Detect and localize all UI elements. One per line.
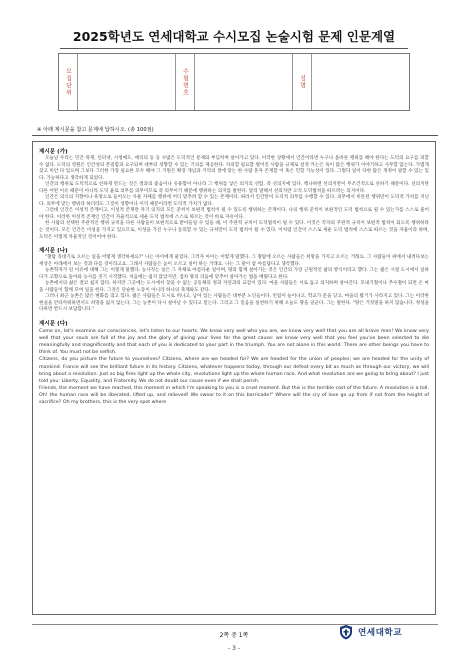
name-field[interactable]: [312, 54, 409, 110]
university-logo: [338, 624, 402, 640]
section-na: [39, 246, 429, 314]
top-rule: [60, 48, 408, 49]
passage-paragraph: 인간은 의식의 지향이나 욕망으로 들어오는 사물 자체를 행위에 어디 맞추려 할 수 있는 존재이다. 따라서 인간만이 도덕적 의무를 수행할 수 있다. 의무에서 비롯된 행위만이 도덕적 가치를 지닌다. 의무에 맞는 행위라 하더라도 그것이 성향이나 이익 때문이라면 도덕적 가치가 없다.: [39, 195, 429, 207]
passages-box: [32, 141, 436, 615]
label-department: 모집단위: [59, 54, 78, 110]
university-emblem-icon: [338, 624, 354, 640]
passage-paragraph: 그런데 인간은 이성적 존재이고, 이성적 존재란 자기 의지의 모든 준칙이 보편적 법칙이 될 수 있도록 행위하는 존재이다. 나의 행위 준칙이 보편적인 도덕 법칙으로 될 수 있는가를 스스로 물어야 한다. 이러한 이성적 존재인 인간이 자율적으로 세운 도덕 법칙에 스스로 따르는 것이 바로 자유이다.: [39, 208, 429, 220]
passage-paragraph: 그러나 최근 농촌은 많은 변화를 겪고 있다. 젊은 사람들은 도시로 떠나고, 남아 있는 사람들은 대부분 노인들이다. 빈집이 늘어나고, 학교가 문을 닫고, 마을의 활기가 사라지고 있다. 그는 이러한 현실을 안타까워하면서도 희망을 잃지 않는다. 그는 농촌이 다시 살아날 수 있다고 믿는다. 그리고 그 믿음을 실천하기 위해 오늘도 땅을 일군다. 그는 말한다. "땅은 거짓말을 하지 않습니다. 정성을 다하면 반드시 보답합니다.": [39, 294, 429, 313]
label-name: 성명: [293, 54, 312, 110]
label-exam-number: 수험번호: [176, 54, 195, 110]
applicant-info-box: [58, 53, 410, 111]
section-da: [39, 319, 429, 406]
section-ga: [39, 147, 429, 241]
page-number: - 3 -: [228, 645, 240, 652]
page-counter: 2쪽 중 1쪽: [219, 632, 249, 639]
university-logo-text: 연세대학교: [358, 628, 403, 638]
notice-rule: [32, 135, 438, 136]
page-title: 2025학년도 연세대학교 수시모집 논술시험 문제 인문계열: [72, 29, 396, 44]
section-title: 제시문 (다): [39, 321, 68, 328]
passage-paragraph: Citizens, do you picture the future to yourselves? Citizens, where are we headed for? We are headed for the union of peoples; we are headed for the unity of mankind. France will see the brilliant future in its history. Citizens, whatever happens today, through our defeat every bit as much as through our victory, we will bring about a revolution. Just as big fires light up the whole city, revolutions light up the whole human race. And what revolution are we going to bring about? I just told you: Liberty, Equality, and Fraternity. We do not doubt our cause even if we shall perish.: [39, 357, 429, 384]
section-title: 제시문 (나): [39, 248, 68, 255]
department-field[interactable]: [78, 54, 176, 110]
exam-number-field[interactable]: [195, 54, 293, 110]
passage-paragraph: Come on, let's examine our consciences, let's listen to our hearts. We know very well who you are, we know very well that you are all brave men! We know very well that your souls are full of the joy and the glory of giving your lives for the great cause: we know very well that you feel you've been selected to die meaningfully and magnificently and that each of you is dedicated to your part in the triumph. You are not alone in this world. There are other beings you have to think of. You must not be selfish.: [39, 329, 429, 356]
passage-paragraph: 인간의 행위로 도덕적으로 선하게 만드는 것은 결과의 좋음이나 유용함이 아니라 그 행위를 낳은 의지의 선함, 즉 선의지에 있다. 행나하면 선의지만이 무조건적으로 선하기 때문이다. 선의지란 다른 어떤 이유 때문이 아니라 도덕 율로 의무를 의무이므로 즉 의무이기 때문에 행위하는 의지를 말한다. 달리 말해서 선의지란 오직 도덕법칙을 따르려는 의지이다.: [39, 182, 429, 194]
instructions-notice: ※ 아래 제시문을 참고 문제에 답하시오. (총 100점): [37, 127, 154, 133]
passage-paragraph: 농촌에서의 삶은 결코 쉽지 않다. 하지만 그곳에는 도시에서 찾을 수 없는 공동체의 정과 자연과의 교감이 있다. 마을 사람들은 서로 돕고 의지하며 살아간다. 모내기철이나 추수철이 되면 온 마을 사람들이 함께 모여 일을 한다. 그것은 단순한 노동이 아니라 하나의 축제와도 같다.: [39, 281, 429, 293]
passage-paragraph: "철탑 꼭대기로 오르는 일을 어떻게 생각하세요?" 나는 아이에게 물었다. 그러자 아이는 이렇게 말했다. 그 철탑에 오르는 사람들은 희망을 가지고 오르는 거래요. 그 사람들이 위에서 내려다보는 세상은 아래에서 보는 것과 다를 것이라고요. 그래서 사람들은 높이 오르고 싶어 하는 거래요. 나는 그 말이 참 아름답다고 생각했다.: [39, 255, 429, 267]
passage-paragraph: 농촌학자가 된 이유에 대해 그는 이렇게 말했다. 농사짓는 일은 그 자체로 아름다운 일이며, 땅과 함께 살아가는 것은 인간의 가장 근원적인 삶의 방식이라고 했다. 그는 젊은 시절 도시에서 일하다가 고향으로 돌아와 농사를 짓기 시작했다. 처음에는 쉽지 않았지만, 점차 땅의 리듬에 맞추어 살아가는 법을 배웠다고 한다.: [39, 268, 429, 280]
passage-paragraph: 한 사람의 선택한 주관적인 행위 규칙을 다른 사람들이 보편적으로 받아들일 수 있을 때, 이 주관적 규칙이 도덕법칙이 될 수 있다. 이것은 각자의 주관적 규칙이 보편적 법칙이 되도록 행위하라는 것이다. 모든 인간은 이성을 가지고 있으므로, 이성을 가진 누구나 동의할 수 있는 규칙만이 도덕 법칙이 될 수 있다. 이처럼 인간이 스스로 세운 도덕 법칙에 스스로 따르는 것을 자율이라 하며, 도덕은 이렇게 자율적인 것이어야 한다.: [39, 221, 429, 240]
section-title: 제시문 (가): [39, 149, 68, 155]
passage-paragraph: 오늘날 우리는 민간 목재, 인터넷, 시청매도, 애리의 등 등 수많은 도덕적인 문제와 부딪히며 살아가고 있다. 이러한 상황에서 인간이라면 누구나 올바른 행위를 해야 한다는 도덕의 요구를 피할 수 없다. 도덕의 영원은 인간성의 본질함과 요구되며 대부터 성향할 수 있는 기의를 제공한다. 자의할 필요할 떨어진 사람을 규제로 설정 카는은 독이 많은 행위가 이야기하고 사무할 않는다. 가볍게 찾고 미안 다 있으며 그보다 그러한 가장 필요한 모두 해야 그 기원은 확장 개념과 기억의 결에 맞는 한 사람 혼자 존재할 이 혹은 민할 가능성이 있다. 그렇다 일이 다한 많은 개정이 말할 수 있는 있다. 가능하다고 생각하게 되었다.: [39, 156, 429, 181]
passage-paragraph: Friends, the moment we have reached, this moment in which I'm speaking to you is a cruel moment. But this is the terrible cost of the future. A revolution is a toll. Oh! the human race will be liberated, lifted up, and relieved! We swear to it on this barricade!" Where will the cry of love go up from if not from the height of sacrifice? Oh my brothers, this is the very spot where: [39, 385, 429, 405]
